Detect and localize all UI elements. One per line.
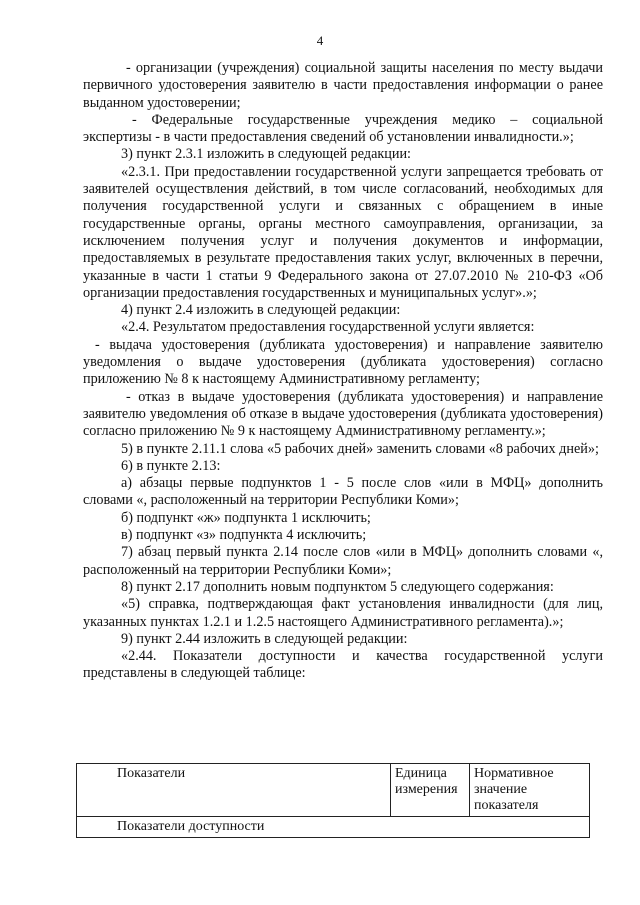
table-row	[77, 817, 590, 838]
table-section-cell: Показатели доступности	[77, 817, 590, 838]
paragraph: а) абзацы первые подпунктов 1 - 5 после слов «или в МФЦ» дополнить словами «, расположенный на территории Республики Коми»;	[83, 475, 603, 509]
paragraph: «2.44. Показатели доступности и качества государственной услуги представлены в следующей таблице:	[83, 648, 603, 682]
paragraph: в) подпункт «з» подпункта 4 исключить;	[121, 527, 367, 544]
paragraph: - организации (учреждения) социальной защиты населения по месту выдачи первичного удостоверения заявителю в части предоставления информации о ранее выданном удостоверении;	[83, 60, 603, 111]
paragraph: - отказ в выдаче удостоверения (дубликата удостоверения) и направление заявителю уведомления об отказе в выдаче удостоверения (дубликата удостоверения) согласно приложению № 9 к настоящему Административному регламенту.»;	[83, 388, 603, 440]
paragraph: 4) пункт 2.4 изложить в следующей редакции:	[121, 302, 401, 319]
page-number: 4	[316, 33, 324, 48]
paragraph: 6) в пункте 2.13:	[121, 457, 221, 474]
table-header-row	[77, 764, 590, 817]
paragraph: - Федеральные государственные учреждения медико – социальной экспертизы - в части предоставления сведений об установлении инвалидности.»;	[83, 111, 603, 146]
paragraph: «2.4. Результатом предоставления государственной услуги является:	[121, 319, 535, 336]
paragraph: 5) в пункте 2.11.1 слова «5 рабочих дней» заменить словами «8 рабочих дней»;	[121, 440, 599, 457]
paragraph: 9) пункт 2.44 изложить в следующей редакции:	[121, 630, 408, 647]
paragraph: 7) абзац первый пункта 2.14 после слов «или в МФЦ» дополнить словами «, расположенный на территории Республики Коми»;	[83, 544, 603, 578]
paragraph: б) подпункт «ж» подпункта 1 исключить;	[121, 509, 371, 526]
paragraph: «2.3.1. При предоставлении государственной услуги запрещается требовать от заявителей осуществления действий, в том числе согласований, необходимых для получения государственной услуги и связанных с обращением в иные государственные органы, органы местного самоуправления, организации, за исключением получения услуг и получения документов и информации, предоставляемых в результате предоставления таких услуг, включенных в перечни, указанные в части 1 статьи 9 Федерального закона от 27.07.2010 № 210-ФЗ «Об организации предоставления государственных и муниципальных услуг».»;	[83, 163, 603, 301]
paragraph: 3) пункт 2.3.1 изложить в следующей редакции:	[121, 146, 411, 163]
table-header-cell: Единица измерения	[391, 764, 470, 817]
paragraph: «5) справка, подтверждающая факт установления инвалидности (для лиц, указанных пунктах 1.2.1 и 1.2.5 настоящего Административного регламента).»;	[83, 596, 603, 630]
document-body	[83, 60, 603, 683]
paragraph: - выдача удостоверения (дубликата удостоверения) и направление заявителю уведомления о выдаче удостоверения (дубликата удостоверения) согласно приложению № 8 к настоящему Административному регламенту;	[83, 336, 603, 388]
paragraph: 8) пункт 2.17 дополнить новым подпунктом 5 следующего содержания:	[121, 578, 554, 595]
table-header-cell: Нормативное значение показателя	[470, 764, 590, 817]
table-header-cell: Показатели	[77, 764, 391, 817]
indicators-table	[76, 763, 590, 838]
